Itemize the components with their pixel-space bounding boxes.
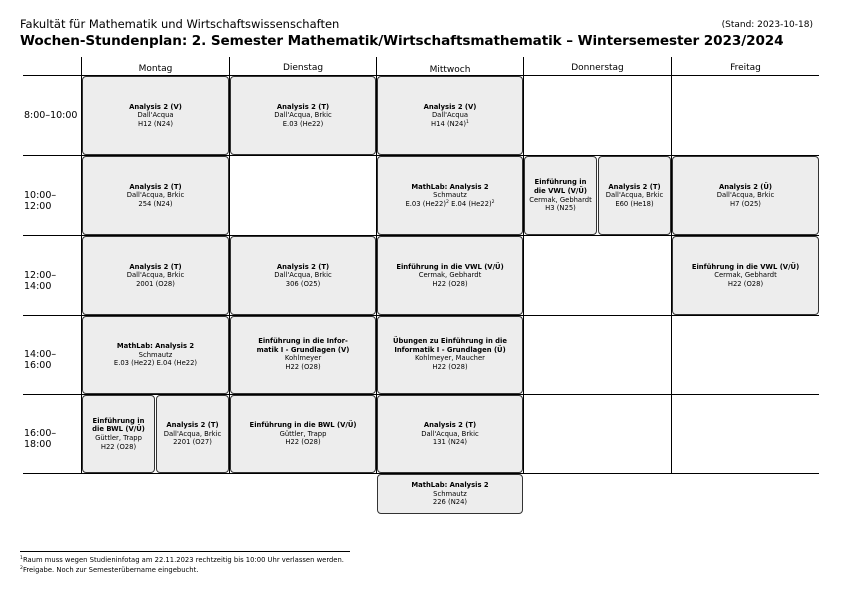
room-text: E.04 (He22) — [448, 199, 492, 208]
course-block[interactable] — [377, 395, 523, 473]
course-title: Analysis 2 (V) — [423, 102, 477, 111]
course-block[interactable] — [524, 156, 597, 235]
course-title: Einführung in die VWL (V/Ü) — [691, 262, 800, 271]
course-room: H7 (O25) — [730, 199, 761, 208]
course-room: 131 (N24) — [432, 438, 468, 447]
footnote-mark: 2 — [20, 566, 23, 571]
course-lecturer: Dall'Acqua, Brkic — [716, 191, 775, 200]
course-title: MathLab: Analysis 2 — [411, 182, 489, 191]
course-lecturer: Dall'Acqua, Brkic — [126, 191, 185, 200]
course-room — [405, 200, 494, 209]
course-lecturer: Dall'Acqua, Brkic — [274, 271, 332, 280]
course-block[interactable] — [377, 236, 523, 315]
course-block[interactable] — [377, 156, 523, 235]
course-room: 2001 (O28) — [136, 279, 175, 288]
course-title: MathLab: Analysis 2 — [116, 342, 195, 351]
course-block[interactable] — [598, 156, 671, 235]
course-lecturer: Cermak, Gebhardt — [529, 195, 592, 204]
course-lecturer: Dall'Acqua — [431, 111, 469, 120]
course-block[interactable] — [82, 76, 229, 155]
course-title: Übungen zu Einführung in die — [393, 337, 507, 345]
course-title: Einführung in die VWL (V/Ü) — [396, 262, 504, 271]
course-block[interactable] — [230, 76, 376, 155]
course-lecturer: Dall'Acqua, Brkic — [126, 271, 185, 280]
day-header-dienstag: Dienstag — [282, 63, 324, 73]
course-title: die VWL (V/Ü) — [533, 186, 588, 195]
course-room: H3 (N25) — [545, 204, 576, 213]
footnote-text: Freigabe. Noch zur Semesterübername eingebucht. — [22, 566, 199, 574]
course-lecturer: Cermak, Gebhardt — [714, 271, 777, 280]
room-text: E.03 (He22) — [405, 199, 446, 208]
course-lecturer: Schmautz — [138, 350, 173, 359]
course-room: 254 (N24) — [138, 199, 173, 208]
time-label-10-12: 10:00–12:00 — [24, 190, 57, 212]
course-block[interactable] — [230, 236, 376, 315]
footnote-mark: 1 — [466, 119, 469, 125]
course-block[interactable] — [82, 316, 229, 394]
course-title: Analysis 2 (T) — [166, 421, 219, 430]
course-room: H22 (O28) — [100, 442, 137, 451]
course-block[interactable] — [82, 395, 155, 473]
course-room: H22 (O28) — [727, 279, 764, 288]
day-header-montag: Montag — [138, 64, 173, 74]
time-label-16-18: 16:00–18:00 — [24, 428, 57, 450]
course-title: Analysis 2 (T) — [276, 262, 330, 271]
course-title: Analysis 2 (T) — [276, 102, 330, 111]
course-lecturer: Cermak, Gebhardt — [418, 271, 482, 280]
footnote-1 — [20, 556, 344, 564]
footnote-text: Raum muss wegen Studieninfotag am 22.11.2023 rechtzeitig bis 10:00 Uhr verlassen werden. — [22, 556, 344, 564]
footnote-mark: 2 — [491, 199, 495, 205]
time-label-12-14: 12:00–14:00 — [24, 270, 57, 292]
course-lecturer: Dall'Acqua — [137, 111, 174, 120]
course-lecturer: Schmautz — [433, 489, 467, 498]
course-title: Analysis 2 (T) — [608, 182, 661, 191]
course-title: Analysis 2 (T) — [129, 182, 182, 191]
footnote-2 — [20, 566, 198, 574]
course-block[interactable] — [377, 316, 523, 394]
course-title: Analysis 2 (T) — [129, 262, 182, 271]
course-block[interactable] — [230, 316, 376, 394]
course-title: Einführung in die Infor- — [258, 337, 348, 345]
course-title: Informatik I - Grundlagen (Ü) — [394, 345, 506, 354]
course-lecturer: Dall'Acqua, Brkic — [421, 429, 479, 438]
time-label-14-16: 14:00–16:00 — [24, 349, 57, 371]
course-room: E.03 (He22) — [282, 119, 324, 128]
page-title: Wochen-Stundenplan: 2. Semester Mathematik/Wirtschaftsmathematik – Wintersemester 2023/2024 — [20, 33, 784, 49]
faculty-name: Fakultät für Mathematik und Wirtschaftswissenschaften — [20, 17, 340, 31]
course-lecturer: Dall'Acqua, Brkic — [274, 111, 332, 120]
day-header-freitag: Freitag — [730, 63, 761, 73]
course-lecturer: Güttler, Trapp — [95, 434, 142, 442]
course-room: H22 (O28) — [285, 362, 321, 371]
course-title: Einführung in die BWL (V/Ü) — [249, 421, 357, 430]
course-block[interactable] — [377, 76, 523, 155]
course-room: E.03 (He22) E.04 (He22) — [113, 359, 198, 368]
day-header-donnerstag: Donnerstag — [571, 63, 624, 73]
course-lecturer: Dall'Acqua, Brkic — [163, 429, 222, 438]
course-block[interactable] — [672, 236, 819, 315]
time-label-8-10: 8:00–10:00 — [24, 110, 78, 121]
course-room: H22 (O28) — [432, 279, 468, 288]
course-title: Einführung in — [534, 178, 587, 187]
day-header-mittwoch: Mittwoch — [429, 65, 471, 75]
status-date: (Stand: 2023-10-18) — [721, 20, 813, 30]
course-room: H22 (O28) — [285, 438, 321, 447]
course-room: 2201 (O27) — [173, 438, 212, 447]
course-lecturer: Güttler, Trapp — [279, 429, 327, 438]
course-block[interactable] — [672, 156, 819, 235]
course-title: Analysis 2 (V) — [129, 102, 182, 111]
course-title: MathLab: Analysis 2 — [411, 481, 489, 490]
course-block[interactable] — [377, 474, 523, 514]
course-block[interactable] — [82, 236, 229, 315]
grid-col-line — [523, 57, 524, 474]
course-title: die BWL (V/Ü) — [92, 425, 145, 434]
course-lecturer: Kohlmeyer, Maucher — [415, 354, 485, 363]
course-title: matik I - Grundlagen (V) — [256, 345, 350, 354]
course-room: E60 (He18) — [615, 199, 654, 208]
course-lecturer: Kohlmeyer — [284, 354, 322, 363]
course-title: Analysis 2 (T) — [423, 421, 477, 430]
course-room: H22 (O28) — [432, 362, 468, 371]
course-block[interactable] — [82, 156, 229, 235]
course-room: H12 (N24) — [138, 119, 173, 128]
room-text: H14 (N24) — [431, 119, 467, 128]
course-room: 226 (N24) — [432, 498, 468, 507]
course-lecturer: Schmautz — [433, 191, 467, 200]
course-block[interactable] — [156, 395, 229, 473]
footnote-mark: 2 — [445, 199, 449, 205]
course-lecturer: Dall'Acqua, Brkic — [605, 191, 664, 200]
course-room — [431, 120, 469, 129]
footnote-divider — [20, 551, 350, 552]
course-room: 306 (O25) — [285, 279, 321, 288]
footnote-mark: 1 — [20, 556, 23, 561]
course-title: Analysis 2 (Ü) — [718, 182, 773, 191]
course-title: Einführung in — [92, 416, 145, 425]
course-block[interactable] — [230, 395, 376, 473]
